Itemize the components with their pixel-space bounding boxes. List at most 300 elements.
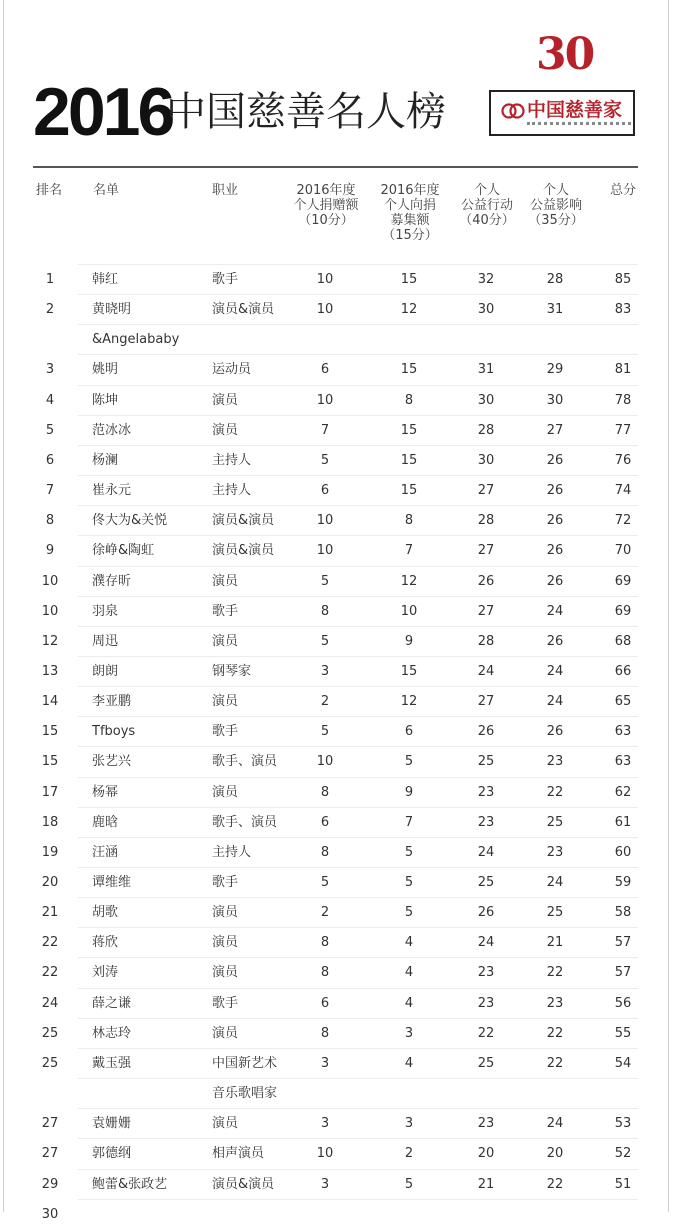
logo-subline bbox=[527, 122, 631, 129]
influence-score-cell: 24 bbox=[546, 1116, 564, 1131]
logo-text: 中国慈善家 bbox=[527, 99, 623, 121]
table-row bbox=[0, 1079, 674, 1109]
issue-number: 30 bbox=[536, 29, 594, 80]
rank-cell: 20 bbox=[41, 875, 59, 890]
occupation-cell: 相声演员 bbox=[212, 1146, 265, 1161]
fundraising-score-cell: 15 bbox=[400, 483, 418, 498]
occupation-cell: 主持人 bbox=[212, 453, 252, 468]
occupation-cell: 演员 bbox=[212, 935, 239, 950]
rank-cell: 22 bbox=[41, 935, 59, 950]
fundraising-score-cell: 4 bbox=[404, 965, 414, 980]
rank-cell: 29 bbox=[41, 1177, 59, 1192]
total-score-cell: 61 bbox=[614, 815, 632, 830]
rank-cell: 18 bbox=[41, 815, 59, 830]
action-score-cell: 23 bbox=[477, 1116, 495, 1131]
donation-score-cell: 8 bbox=[320, 604, 330, 619]
fundraising-score-cell: 8 bbox=[404, 393, 414, 408]
donation-score-cell: 6 bbox=[320, 815, 330, 830]
total-score-cell: 74 bbox=[614, 483, 632, 498]
action-score-cell: 32 bbox=[477, 272, 495, 287]
occupation-cell: 演员 bbox=[212, 634, 239, 649]
column-header-donation-line-3: （10分） bbox=[298, 213, 354, 228]
influence-score-cell: 24 bbox=[546, 694, 564, 709]
occupation-cell: 中国新艺术 bbox=[212, 1056, 278, 1071]
fundraising-score-cell: 15 bbox=[400, 362, 418, 377]
rank-cell: 12 bbox=[41, 634, 59, 649]
name-cell: 张艺兴 bbox=[92, 754, 132, 769]
total-score-cell: 83 bbox=[614, 302, 632, 317]
donation-score-cell: 6 bbox=[320, 996, 330, 1011]
donation-score-cell: 5 bbox=[320, 574, 330, 589]
column-header-fundraising-line-1: 2016年度 bbox=[380, 183, 440, 198]
action-score-cell: 27 bbox=[477, 604, 495, 619]
rank-cell: 14 bbox=[41, 694, 59, 709]
action-score-cell bbox=[473, 1079, 499, 1109]
action-score-cell: 27 bbox=[477, 694, 495, 709]
name-cell: 李亚鹏 bbox=[92, 694, 132, 709]
influence-score-cell: 26 bbox=[546, 574, 564, 589]
occupation-cell: 歌手 bbox=[212, 996, 239, 1011]
influence-score-cell: 22 bbox=[546, 965, 564, 980]
table-row bbox=[0, 536, 674, 566]
column-header-influence-line-1: 个人 bbox=[542, 183, 569, 198]
occupation-cell: 钢琴家 bbox=[212, 664, 252, 679]
rank-cell: 6 bbox=[45, 453, 55, 468]
table-row bbox=[0, 808, 674, 838]
fundraising-score-cell: 12 bbox=[400, 574, 418, 589]
name-cell: 范冰冰 bbox=[92, 423, 132, 438]
action-score-cell: 30 bbox=[477, 302, 495, 317]
rank-cell: 30 bbox=[41, 1207, 59, 1222]
donation-score-cell: 3 bbox=[320, 1116, 330, 1131]
name-cell: 薛之谦 bbox=[92, 996, 132, 1011]
total-score-cell: 66 bbox=[614, 664, 632, 679]
donation-score-cell: 3 bbox=[320, 1056, 330, 1071]
influence-score-cell: 22 bbox=[546, 1177, 564, 1192]
occupation-cell: 音乐歌唱家 bbox=[212, 1086, 278, 1101]
table-row bbox=[0, 265, 674, 295]
action-score-cell: 28 bbox=[477, 513, 495, 528]
occupation-cell: 歌手 bbox=[212, 604, 239, 619]
table-row bbox=[0, 778, 674, 808]
fundraising-score-cell: 15 bbox=[400, 453, 418, 468]
fundraising-score-cell: 4 bbox=[404, 935, 414, 950]
action-score-cell: 23 bbox=[477, 996, 495, 1011]
occupation-cell bbox=[212, 1200, 322, 1230]
occupation-cell: 演员 bbox=[212, 694, 239, 709]
name-cell: 袁姗姗 bbox=[92, 1116, 132, 1131]
influence-score-cell: 24 bbox=[546, 664, 564, 679]
donation-score-cell: 8 bbox=[320, 785, 330, 800]
fundraising-score-cell: 4 bbox=[404, 996, 414, 1011]
table-row bbox=[0, 355, 674, 385]
occupation-cell: 主持人 bbox=[212, 483, 252, 498]
action-score-cell: 28 bbox=[477, 423, 495, 438]
donation-score-cell: 6 bbox=[320, 362, 330, 377]
action-score-cell bbox=[473, 1200, 499, 1230]
header-rule bbox=[33, 166, 638, 168]
rank-cell: 25 bbox=[41, 1026, 59, 1041]
influence-score-cell: 23 bbox=[546, 845, 564, 860]
column-header-influence-line-2: 公益影响 bbox=[529, 198, 582, 213]
table-row bbox=[0, 295, 674, 325]
action-score-cell: 30 bbox=[477, 453, 495, 468]
name-cell bbox=[92, 1079, 212, 1109]
name-cell: 戴玉强 bbox=[92, 1056, 132, 1071]
column-header-donation-line-1: 2016年度 bbox=[296, 183, 356, 198]
action-score-cell bbox=[473, 325, 499, 355]
fundraising-score-cell bbox=[396, 1200, 422, 1230]
action-score-cell: 26 bbox=[477, 574, 495, 589]
name-cell: 韩红 bbox=[92, 272, 119, 287]
total-score-cell: 52 bbox=[614, 1146, 632, 1161]
action-score-cell: 24 bbox=[477, 664, 495, 679]
fundraising-score-cell: 3 bbox=[404, 1026, 414, 1041]
rank-cell: 17 bbox=[41, 785, 59, 800]
fundraising-score-cell: 5 bbox=[404, 875, 414, 890]
total-score-cell: 72 bbox=[614, 513, 632, 528]
action-score-cell: 25 bbox=[477, 1056, 495, 1071]
influence-score-cell: 26 bbox=[546, 634, 564, 649]
total-score-cell: 60 bbox=[614, 845, 632, 860]
total-score-cell bbox=[610, 325, 636, 355]
occupation-cell: 演员 bbox=[212, 965, 239, 980]
donation-score-cell: 10 bbox=[316, 272, 334, 287]
donation-score-cell: 7 bbox=[320, 423, 330, 438]
name-cell: 羽泉 bbox=[92, 604, 119, 619]
influence-score-cell: 25 bbox=[546, 815, 564, 830]
donation-score-cell: 10 bbox=[316, 302, 334, 317]
table-row bbox=[0, 838, 674, 868]
fundraising-score-cell: 15 bbox=[400, 664, 418, 679]
table-row bbox=[0, 747, 674, 777]
influence-score-cell: 26 bbox=[546, 453, 564, 468]
total-score-cell: 62 bbox=[614, 785, 632, 800]
donation-score-cell: 2 bbox=[320, 905, 330, 920]
column-header-job: 职业 bbox=[212, 183, 239, 198]
column-header-influence bbox=[522, 183, 590, 228]
occupation-cell: 演员 bbox=[212, 905, 239, 920]
table-row bbox=[0, 476, 674, 506]
fundraising-score-cell: 7 bbox=[404, 815, 414, 830]
total-score-cell: 55 bbox=[614, 1026, 632, 1041]
occupation-cell: 演员 bbox=[212, 1116, 239, 1131]
column-header-donation bbox=[288, 183, 364, 228]
donation-score-cell: 10 bbox=[316, 513, 334, 528]
column-header-action-line-1: 个人 bbox=[473, 183, 500, 198]
total-score-cell: 65 bbox=[614, 694, 632, 709]
name-cell: 鲍蕾&张政艺 bbox=[92, 1177, 168, 1192]
name-cell: 杨澜 bbox=[92, 453, 119, 468]
total-score-cell: 57 bbox=[614, 965, 632, 980]
rank-cell: 22 bbox=[41, 965, 59, 980]
donation-score-cell: 8 bbox=[320, 1026, 330, 1041]
name-cell: 谭维维 bbox=[92, 875, 132, 890]
influence-score-cell: 26 bbox=[546, 513, 564, 528]
occupation-cell: 运动员 bbox=[212, 362, 252, 377]
total-score-cell: 51 bbox=[614, 1177, 632, 1192]
influence-score-cell: 21 bbox=[546, 935, 564, 950]
donation-score-cell: 8 bbox=[320, 965, 330, 980]
rank-cell: 3 bbox=[45, 362, 55, 377]
occupation-cell: 歌手、演员 bbox=[212, 815, 278, 830]
name-cell: 徐峥&陶虹 bbox=[92, 543, 155, 558]
total-score-cell: 78 bbox=[614, 393, 632, 408]
donation-score-cell: 10 bbox=[316, 543, 334, 558]
name-cell: &Angelababy bbox=[92, 332, 180, 347]
rank-cell: 25 bbox=[41, 1056, 59, 1071]
occupation-cell: 歌手 bbox=[212, 724, 239, 739]
table-row bbox=[0, 325, 674, 355]
total-score-cell: 63 bbox=[614, 754, 632, 769]
column-header-fundraising bbox=[372, 183, 448, 243]
name-cell: 陈坤 bbox=[92, 393, 119, 408]
action-score-cell: 20 bbox=[477, 1146, 495, 1161]
column-header-fundraising-line-4: （15分） bbox=[382, 228, 438, 243]
influence-score-cell: 22 bbox=[546, 1056, 564, 1071]
total-score-cell bbox=[610, 1200, 636, 1230]
influence-score-cell: 26 bbox=[546, 483, 564, 498]
influence-score-cell: 24 bbox=[546, 604, 564, 619]
name-cell: 杨幂 bbox=[92, 785, 119, 800]
total-score-cell bbox=[610, 1079, 636, 1109]
rank-cell: 8 bbox=[45, 513, 55, 528]
table-row bbox=[0, 386, 674, 416]
action-score-cell: 24 bbox=[477, 845, 495, 860]
occupation-cell: 演员&演员 bbox=[212, 513, 275, 528]
table-row bbox=[0, 989, 674, 1019]
column-header-name: 名单 bbox=[93, 183, 120, 198]
influence-score-cell: 25 bbox=[546, 905, 564, 920]
rank-cell: 24 bbox=[41, 996, 59, 1011]
donation-score-cell: 5 bbox=[320, 453, 330, 468]
name-cell: 崔永元 bbox=[92, 483, 132, 498]
influence-score-cell: 23 bbox=[546, 754, 564, 769]
influence-score-cell bbox=[542, 325, 568, 355]
total-score-cell: 81 bbox=[614, 362, 632, 377]
influence-score-cell: 22 bbox=[546, 785, 564, 800]
table-row bbox=[0, 928, 674, 958]
table-row bbox=[0, 567, 674, 597]
name-cell: 郭德纲 bbox=[92, 1146, 132, 1161]
name-cell: 姚明 bbox=[92, 362, 119, 377]
table-row bbox=[0, 597, 674, 627]
rank-cell: 15 bbox=[41, 724, 59, 739]
fundraising-score-cell: 4 bbox=[404, 1056, 414, 1071]
table-row bbox=[0, 1170, 674, 1200]
table-row bbox=[0, 1049, 674, 1079]
occupation-cell: 歌手、演员 bbox=[212, 754, 278, 769]
column-header-rank: 排名 bbox=[36, 183, 63, 198]
action-score-cell: 31 bbox=[477, 362, 495, 377]
column-header-influence-line-3: （35分） bbox=[528, 213, 584, 228]
rank-cell bbox=[38, 325, 62, 355]
total-score-cell: 69 bbox=[614, 574, 632, 589]
fundraising-score-cell: 15 bbox=[400, 272, 418, 287]
title-year: 2016 bbox=[33, 74, 173, 150]
total-score-cell: 76 bbox=[614, 453, 632, 468]
action-score-cell: 25 bbox=[477, 875, 495, 890]
column-header-action-line-3: （40分） bbox=[459, 213, 515, 228]
fundraising-score-cell: 5 bbox=[404, 905, 414, 920]
rank-cell: 9 bbox=[45, 543, 55, 558]
total-score-cell: 70 bbox=[614, 543, 632, 558]
fundraising-score-cell: 15 bbox=[400, 423, 418, 438]
column-header-fundraising-line-2: 个人向捐 bbox=[383, 198, 436, 213]
total-score-cell: 59 bbox=[614, 875, 632, 890]
rank-cell: 4 bbox=[45, 393, 55, 408]
occupation-cell: 演员&演员 bbox=[212, 543, 275, 558]
name-cell: 刘涛 bbox=[92, 965, 119, 980]
rank-cell: 5 bbox=[45, 423, 55, 438]
column-header-action bbox=[452, 183, 522, 228]
donation-score-cell bbox=[312, 1079, 338, 1109]
name-cell: 蒋欣 bbox=[92, 935, 119, 950]
occupation-cell bbox=[212, 325, 322, 355]
table-row bbox=[0, 868, 674, 898]
donation-score-cell: 5 bbox=[320, 875, 330, 890]
total-score-cell: 53 bbox=[614, 1116, 632, 1131]
table-row bbox=[0, 1019, 674, 1049]
fundraising-score-cell: 10 bbox=[400, 604, 418, 619]
action-score-cell: 22 bbox=[477, 1026, 495, 1041]
donation-score-cell: 10 bbox=[316, 754, 334, 769]
fundraising-score-cell: 3 bbox=[404, 1116, 414, 1131]
table-row bbox=[0, 898, 674, 928]
influence-score-cell: 22 bbox=[546, 1026, 564, 1041]
donation-score-cell bbox=[312, 1200, 338, 1230]
fundraising-score-cell: 5 bbox=[404, 754, 414, 769]
influence-score-cell: 30 bbox=[546, 393, 564, 408]
influence-score-cell: 23 bbox=[546, 996, 564, 1011]
fundraising-score-cell: 5 bbox=[404, 845, 414, 860]
name-cell bbox=[92, 1200, 212, 1230]
total-score-cell: 57 bbox=[614, 935, 632, 950]
influence-score-cell: 26 bbox=[546, 724, 564, 739]
column-header-donation-line-2: 个人捐赠额 bbox=[293, 198, 359, 213]
influence-score-cell: 27 bbox=[546, 423, 564, 438]
rank-cell: 1 bbox=[45, 272, 55, 287]
rank-cell: 27 bbox=[41, 1116, 59, 1131]
action-score-cell: 26 bbox=[477, 905, 495, 920]
fundraising-score-cell: 9 bbox=[404, 785, 414, 800]
occupation-cell: 演员 bbox=[212, 393, 239, 408]
influence-score-cell: 29 bbox=[546, 362, 564, 377]
occupation-cell: 演员&演员 bbox=[212, 302, 275, 317]
rank-cell: 10 bbox=[41, 574, 59, 589]
influence-score-cell: 31 bbox=[546, 302, 564, 317]
action-score-cell: 27 bbox=[477, 543, 495, 558]
name-cell: 佟大为&关悦 bbox=[92, 513, 168, 528]
donation-score-cell: 2 bbox=[320, 694, 330, 709]
occupation-cell: 主持人 bbox=[212, 845, 252, 860]
influence-score-cell bbox=[542, 1200, 568, 1230]
table-row bbox=[0, 1109, 674, 1139]
rank-cell: 15 bbox=[41, 754, 59, 769]
action-score-cell: 23 bbox=[477, 785, 495, 800]
rank-cell: 13 bbox=[41, 664, 59, 679]
table-row bbox=[0, 1139, 674, 1169]
action-score-cell: 27 bbox=[477, 483, 495, 498]
fundraising-score-cell: 6 bbox=[404, 724, 414, 739]
donation-score-cell bbox=[312, 325, 338, 355]
total-score-cell: 85 bbox=[614, 272, 632, 287]
action-score-cell: 21 bbox=[477, 1177, 495, 1192]
fundraising-score-cell: 12 bbox=[400, 694, 418, 709]
rank-cell: 27 bbox=[41, 1146, 59, 1161]
name-cell: 汪涵 bbox=[92, 845, 119, 860]
action-score-cell: 23 bbox=[477, 965, 495, 980]
table-row bbox=[0, 627, 674, 657]
action-score-cell: 28 bbox=[477, 634, 495, 649]
fundraising-score-cell bbox=[396, 325, 422, 355]
name-cell: 周迅 bbox=[92, 634, 119, 649]
action-score-cell: 26 bbox=[477, 724, 495, 739]
table-row bbox=[0, 657, 674, 687]
fundraising-score-cell: 5 bbox=[404, 1177, 414, 1192]
donation-score-cell: 3 bbox=[320, 664, 330, 679]
table-row bbox=[0, 506, 674, 536]
action-score-cell: 25 bbox=[477, 754, 495, 769]
rank-cell: 7 bbox=[45, 483, 55, 498]
action-score-cell: 24 bbox=[477, 935, 495, 950]
occupation-cell: 演员 bbox=[212, 785, 239, 800]
occupation-cell: 歌手 bbox=[212, 875, 239, 890]
donation-score-cell: 10 bbox=[316, 1146, 334, 1161]
total-score-cell: 56 bbox=[614, 996, 632, 1011]
occupation-cell: 演员 bbox=[212, 1026, 239, 1041]
fundraising-score-cell: 7 bbox=[404, 543, 414, 558]
occupation-cell: 歌手 bbox=[212, 272, 239, 287]
table-row bbox=[0, 717, 674, 747]
table-row bbox=[0, 1200, 674, 1230]
rank-cell: 21 bbox=[41, 905, 59, 920]
influence-score-cell: 26 bbox=[546, 543, 564, 558]
fundraising-score-cell: 2 bbox=[404, 1146, 414, 1161]
total-score-cell: 63 bbox=[614, 724, 632, 739]
occupation-cell: 演员 bbox=[212, 574, 239, 589]
influence-score-cell bbox=[542, 1079, 568, 1109]
donation-score-cell: 3 bbox=[320, 1177, 330, 1192]
total-score-cell: 58 bbox=[614, 905, 632, 920]
influence-score-cell: 28 bbox=[546, 272, 564, 287]
fundraising-score-cell: 8 bbox=[404, 513, 414, 528]
total-score-cell: 77 bbox=[614, 423, 632, 438]
table-row bbox=[0, 446, 674, 476]
fundraising-score-cell: 12 bbox=[400, 302, 418, 317]
column-header-total: 总分 bbox=[609, 183, 636, 198]
occupation-cell: 演员 bbox=[212, 423, 239, 438]
page-title: 中国慈善名人榜 bbox=[166, 89, 446, 135]
name-cell: 胡歌 bbox=[92, 905, 119, 920]
name-cell: 黄晓明 bbox=[92, 302, 132, 317]
name-cell: 濮存昕 bbox=[92, 574, 132, 589]
name-cell: 林志玲 bbox=[92, 1026, 132, 1041]
rank-cell: 2 bbox=[45, 302, 55, 317]
logo-mark-icon bbox=[501, 102, 525, 120]
donation-score-cell: 8 bbox=[320, 935, 330, 950]
influence-score-cell: 20 bbox=[546, 1146, 564, 1161]
column-header-fundraising-line-3: 募集额 bbox=[390, 213, 430, 228]
fundraising-score-cell bbox=[396, 1079, 422, 1109]
influence-score-cell: 24 bbox=[546, 875, 564, 890]
fundraising-score-cell: 9 bbox=[404, 634, 414, 649]
donation-score-cell: 10 bbox=[316, 393, 334, 408]
name-cell: 鹿晗 bbox=[92, 815, 119, 830]
rank-cell: 19 bbox=[41, 845, 59, 860]
total-score-cell: 54 bbox=[614, 1056, 632, 1071]
action-score-cell: 30 bbox=[477, 393, 495, 408]
